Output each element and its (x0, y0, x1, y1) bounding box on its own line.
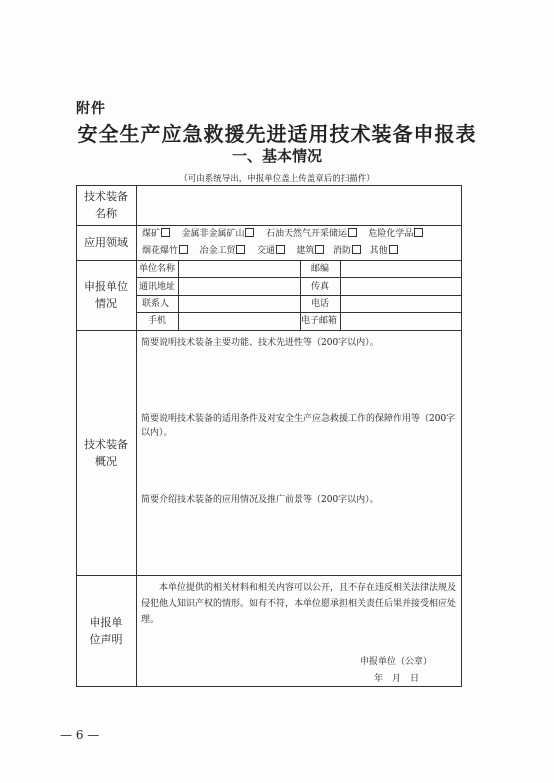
contact-label: 联系人 (142, 299, 170, 309)
equip-name-label (76, 185, 136, 225)
field-options-row2 (142, 245, 462, 257)
checkbox-hazchem[interactable] (414, 228, 423, 237)
option-construction[interactable] (296, 246, 324, 256)
unit-name-field[interactable] (179, 261, 299, 276)
field-label (76, 225, 136, 260)
email-label: 电子邮箱 (301, 316, 338, 326)
option-fire[interactable] (333, 246, 361, 256)
checkbox-transport[interactable] (276, 245, 285, 254)
declaration-unit-seal: 申报单位（公章） (360, 657, 433, 667)
overview-label-line2: 概况 (95, 454, 117, 468)
section-title: 一、基本情况 (231, 147, 322, 165)
postcode-label: 邮编 (311, 264, 330, 274)
option-coal-label: 煤矿 (142, 229, 161, 239)
checkbox-fire[interactable] (352, 245, 361, 254)
overview-function-field[interactable] (137, 352, 461, 407)
checkbox-coal[interactable] (161, 228, 170, 237)
option-hazchem[interactable] (368, 229, 423, 239)
contact-field[interactable] (179, 296, 299, 311)
option-oil-gas-label: 石油天然气开采储运 (265, 229, 347, 239)
unit-name-label: 单位名称 (139, 264, 176, 274)
option-fireworks[interactable] (142, 246, 188, 256)
unit-label-line2: 情况 (95, 297, 117, 310)
attachment-label: 附件 (76, 101, 106, 117)
overview-application-field[interactable] (137, 508, 461, 573)
address-field[interactable] (179, 278, 299, 294)
overview-conditions-field[interactable] (137, 445, 461, 490)
form-note: （可由系统导出，申报单位盖上传盖章后的扫描件） (179, 174, 375, 184)
option-oil-gas[interactable] (266, 229, 357, 239)
option-transport-label: 交通 (256, 246, 275, 256)
overview-label-line1: 技术装备 (84, 437, 128, 451)
declaration-label-line2: 位声明 (89, 633, 123, 646)
form-title: 安全生产应急救援先进适用技术装备申报表 (77, 122, 477, 146)
option-metallurgy[interactable] (199, 246, 245, 256)
declaration-label-line1: 申报单 (89, 616, 123, 629)
phone-field[interactable] (341, 296, 461, 311)
option-fireworks-label: 烟花爆竹 (142, 246, 179, 256)
option-other[interactable] (370, 246, 398, 256)
checkbox-construction[interactable] (315, 245, 324, 254)
declaration-text: 本单位提供的相关材料和相关内容可以公开，且不存在违反相关法律法规及侵犯他人知识产权的情形。如有不符，本单位愿承担相关责任后果并接受相应处理。 (141, 583, 457, 625)
equip-name-label-line2: 名称 (95, 207, 117, 220)
address-label: 通讯地址 (139, 282, 176, 292)
option-hazchem-label: 危险化学品 (368, 229, 414, 239)
mobile-label: 手机 (148, 316, 167, 326)
option-fire-label: 消防 (333, 246, 352, 256)
phone-label: 电话 (311, 299, 330, 309)
equip-name-label-line1: 技术装备 (84, 190, 128, 203)
checkbox-metallurgy[interactable] (236, 245, 245, 254)
checkbox-fireworks[interactable] (179, 245, 188, 254)
overview-prompt-conditions: 简要说明技术装备的适用条件及对安全生产应急救援工作的保障作用等（200字以内）。 (141, 414, 456, 438)
field-options-row1 (142, 228, 462, 240)
option-metallurgy-label: 冶金工贸 (199, 246, 236, 256)
checkbox-other[interactable] (389, 245, 398, 254)
option-coal[interactable] (142, 229, 170, 239)
checkbox-metal-mine[interactable] (245, 228, 254, 237)
unit-label (76, 260, 136, 330)
checkbox-oil-gas[interactable] (348, 228, 357, 237)
option-construction-label: 建筑 (296, 246, 315, 256)
email-field[interactable] (341, 313, 461, 329)
overview-prompt-function: 简要说明技术装备主要功能、技术先进性等（200字以内）。 (141, 338, 379, 348)
declaration-date: 年 月 日 (374, 674, 420, 684)
declaration-label (76, 575, 136, 687)
overview-label (76, 330, 136, 575)
option-transport[interactable] (257, 246, 285, 256)
postcode-field[interactable] (341, 261, 461, 276)
overview-prompt-application: 简要介绍技术装备的应用情况及推广前景等（200字以内）。 (141, 495, 379, 505)
field-label-text: 应用领域 (84, 236, 128, 249)
equip-name-field[interactable] (137, 186, 461, 224)
fax-label: 传真 (311, 282, 330, 292)
mobile-field[interactable] (179, 313, 299, 329)
fax-field[interactable] (341, 278, 461, 294)
page-number: — 6 — (60, 728, 100, 742)
unit-label-line1: 申报单位 (84, 280, 128, 293)
option-metal-mine[interactable] (181, 229, 254, 239)
option-metal-mine-label: 金属非金属矿山 (181, 229, 245, 239)
option-other-label: 其他 (369, 246, 388, 256)
